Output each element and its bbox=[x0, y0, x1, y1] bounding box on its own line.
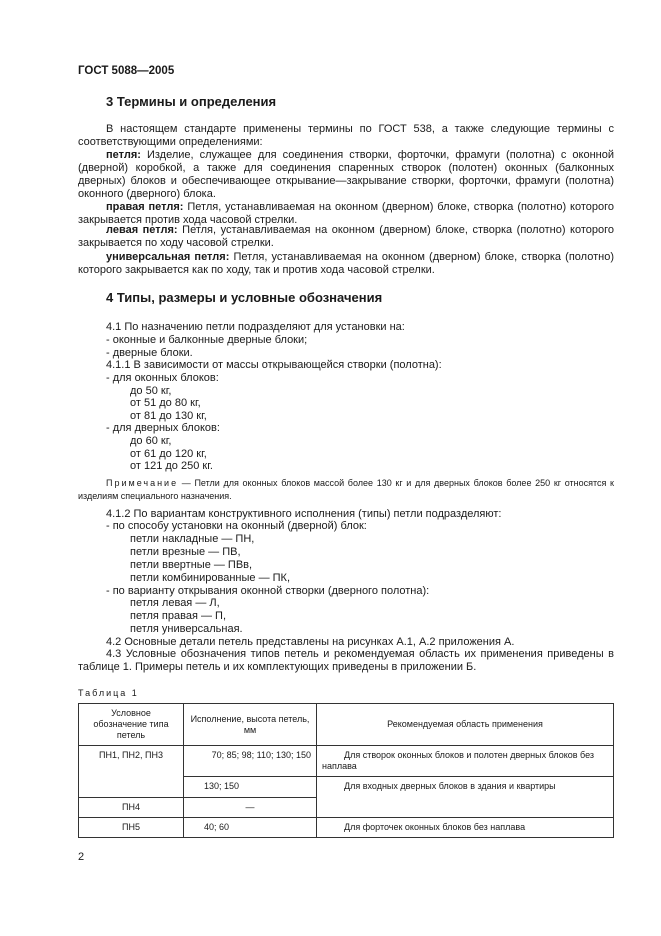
list-line: от 121 до 250 кг. bbox=[130, 460, 213, 472]
list-line: 4.1 По назначению петли подразделяют для установки на: bbox=[106, 321, 405, 333]
table-header-cell: Исполнение, высота петель, мм bbox=[184, 704, 317, 746]
list-line: до 60 кг, bbox=[130, 435, 172, 447]
list-line: петля правая — П, bbox=[130, 610, 226, 622]
table-cell: 130; 150 bbox=[184, 777, 317, 798]
page-number: 2 bbox=[78, 851, 85, 863]
list-line: - по способу установки на оконный (дверной) блок: bbox=[106, 520, 367, 532]
table-cell: 70; 85; 98; 110; 130; 150 bbox=[184, 746, 317, 777]
list-line: - для оконных блоков: bbox=[106, 372, 219, 384]
note-text: — Петли для оконных блоков массой более 130 кг и для дверных блоков более 250 кг относятся к изделиям специального назначения. bbox=[78, 478, 614, 501]
term: универсальная петля: bbox=[106, 251, 230, 263]
table-header-row bbox=[79, 704, 614, 746]
table-cell: 40; 60 bbox=[184, 818, 317, 838]
table-row bbox=[79, 746, 614, 777]
list-line: от 61 до 120 кг, bbox=[130, 448, 207, 460]
list-line: - дверные блоки. bbox=[106, 347, 193, 359]
list-line: петли комбинированные — ПК, bbox=[130, 572, 291, 584]
list-line: петля левая — Л, bbox=[130, 597, 220, 609]
note-label: Примечание bbox=[106, 478, 179, 488]
list-line: 4.1.1 В зависимости от массы открывающейся створки (полотна): bbox=[106, 359, 442, 371]
definition-text: Изделие, служащее для соединения створки, форточки, фрамуги (полотна) с оконной (дверной) коробкой, а также для соединения спаренных створок (полотен) оконных (балконных дверных) блоков и обеспечивающее открывание—закрывание створки, форточки, фрамуги (полотна) оконного (дверного) блока. bbox=[78, 149, 614, 200]
list-line: петли ввертные — ПВв, bbox=[130, 559, 253, 571]
list-line: 4.2 Основные детали петель представлены на рисунках А.1, А.2 приложения А. bbox=[106, 636, 515, 648]
document-header: ГОСТ 5088—2005 bbox=[78, 65, 175, 77]
list-line: петли накладные — ПН, bbox=[130, 533, 255, 545]
section-4-title: 4 Типы, размеры и условные обозначения bbox=[106, 290, 383, 305]
definition-left-hinge bbox=[78, 224, 614, 250]
paragraph-4-3: 4.3 Условные обозначения типов петель и рекомендуемая область их применения приведены в таблице 1. Примеры петель и их комплектующих приведены в приложении Б. bbox=[78, 648, 614, 673]
list-line: - оконные и балконные дверные блоки; bbox=[106, 334, 308, 346]
term: левая петля: bbox=[106, 224, 178, 236]
definition-universal-hinge bbox=[78, 251, 614, 277]
list-line: петли врезные — ПВ, bbox=[130, 546, 241, 558]
list-line: - для дверных блоков: bbox=[106, 422, 220, 434]
list-line: от 51 до 80 кг, bbox=[130, 397, 201, 409]
list-line: - по варианту открывания оконной створки (дверного полотна): bbox=[106, 585, 430, 597]
table-row bbox=[79, 818, 614, 838]
list-line: до 50 кг, bbox=[130, 385, 172, 397]
table-1 bbox=[78, 703, 614, 838]
table-header-cell: Рекомендуемая область применения bbox=[317, 704, 614, 746]
table-cell: ПН1, ПН2, ПН3 bbox=[79, 746, 184, 798]
definition-hinge bbox=[78, 149, 614, 201]
table-caption: Таблица 1 bbox=[78, 688, 139, 698]
definition-text: Петля, устанавливаемая на оконном (дверном) блоке, створка (полотно) которого закрывается против хода часовой стрелки. bbox=[78, 201, 614, 226]
list-line: от 81 до 130 кг, bbox=[130, 410, 207, 422]
table-cell: — bbox=[184, 798, 317, 818]
term: правая петля: bbox=[106, 201, 184, 213]
section-3-title: 3 Термины и определения bbox=[106, 94, 277, 109]
table-cell: ПН5 bbox=[79, 818, 184, 838]
table-cell: Для входных дверных блоков в здания и квартиры bbox=[317, 777, 614, 818]
table-cell: Для форточек оконных блоков без наплава bbox=[317, 818, 614, 838]
table-header-cell: Условное обозначение типа петель bbox=[79, 704, 184, 746]
definition-text: Петля, устанавливаемая на оконном (дверном) блоке, створка (полотно) которого закрывается по ходу часовой стрелки. bbox=[78, 224, 614, 249]
list-line: петля универсальная. bbox=[130, 623, 243, 635]
list-line: 4.1.2 По вариантам конструктивного исполнения (типы) петли подразделяют: bbox=[106, 508, 502, 520]
section-3-intro: В настоящем стандарте применены термины по ГОСТ 538, а также следующие термины с соответствующими определениями: bbox=[78, 123, 614, 148]
table-cell: ПН4 bbox=[79, 798, 184, 818]
table-cell: Для створок оконных блоков и полотен дверных блоков без наплава bbox=[317, 746, 614, 777]
definition-text: Петля, устанавливаемая на оконном (дверном) блоке, створка (полотно) которого закрывается как по ходу, так и против хода часовой стрелки. bbox=[78, 251, 614, 276]
note bbox=[78, 477, 614, 503]
term: петля: bbox=[106, 149, 141, 161]
